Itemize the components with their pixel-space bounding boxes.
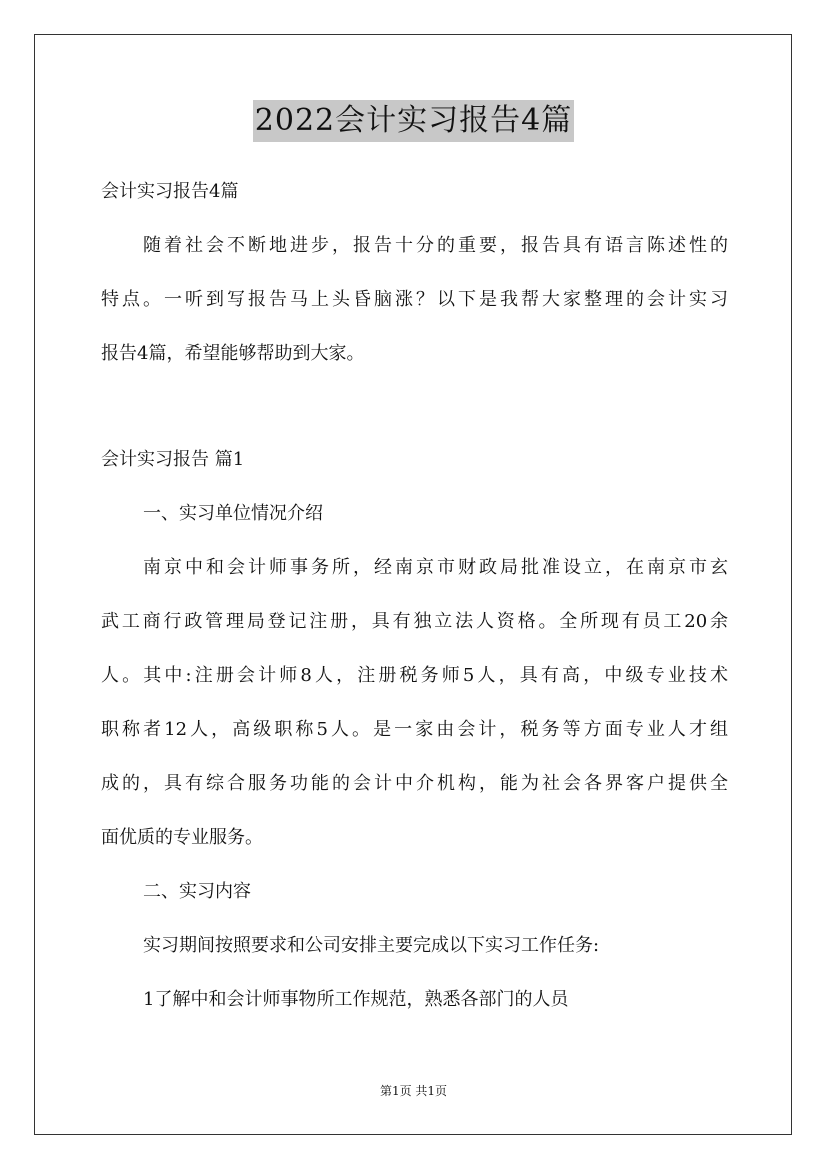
part2-line: 1了解中和会计师事物所工作规范，熟悉各部门的人员 [143, 989, 569, 1010]
section-heading: 会计实习报告 篇1 [101, 449, 245, 470]
part1-heading: 一、实习单位情况介绍 [143, 503, 323, 524]
part2-line: 实习期间按照要求和公司安排主要完成以下实习工作任务: [143, 935, 600, 956]
part2-heading: 二、实习内容 [143, 881, 251, 902]
document-body [101, 176, 728, 1038]
document-subtitle: 会计实习报告4篇 [101, 181, 239, 202]
intro-line: 报告4篇，希望能够帮助到大家。 [101, 343, 365, 364]
part1-line: 面优质的专业服务。 [101, 827, 263, 848]
document-title: 2022会计实习报告4篇 [253, 100, 574, 142]
part1-line: 南京中和会计师事务所，经南京市财政局批准设立，在南京市玄 [143, 557, 728, 578]
part1-line: 武工商行政管理局登记注册，具有独立法人资格。全所现有员工20余 [101, 611, 728, 632]
part1-line: 职称者12人，高级职称5人。是一家由会计，税务等方面专业人才组 [101, 719, 728, 740]
intro-line: 特点。一听到写报告马上头昏脑涨？以下是我帮大家整理的会计实习 [101, 289, 728, 310]
part1-line: 成的，具有综合服务功能的会计中介机构，能为社会各界客户提供全 [101, 773, 728, 794]
part1-line: 人。其中:注册会计师8人，注册税务师5人，具有高，中级专业技术 [101, 665, 728, 686]
intro-line: 随着社会不断地进步，报告十分的重要，报告具有语言陈述性的 [143, 235, 728, 256]
paragraph-gap [101, 392, 728, 444]
page-footer: 第1页 共1页 [379, 1084, 448, 1098]
title-area [0, 100, 827, 142]
